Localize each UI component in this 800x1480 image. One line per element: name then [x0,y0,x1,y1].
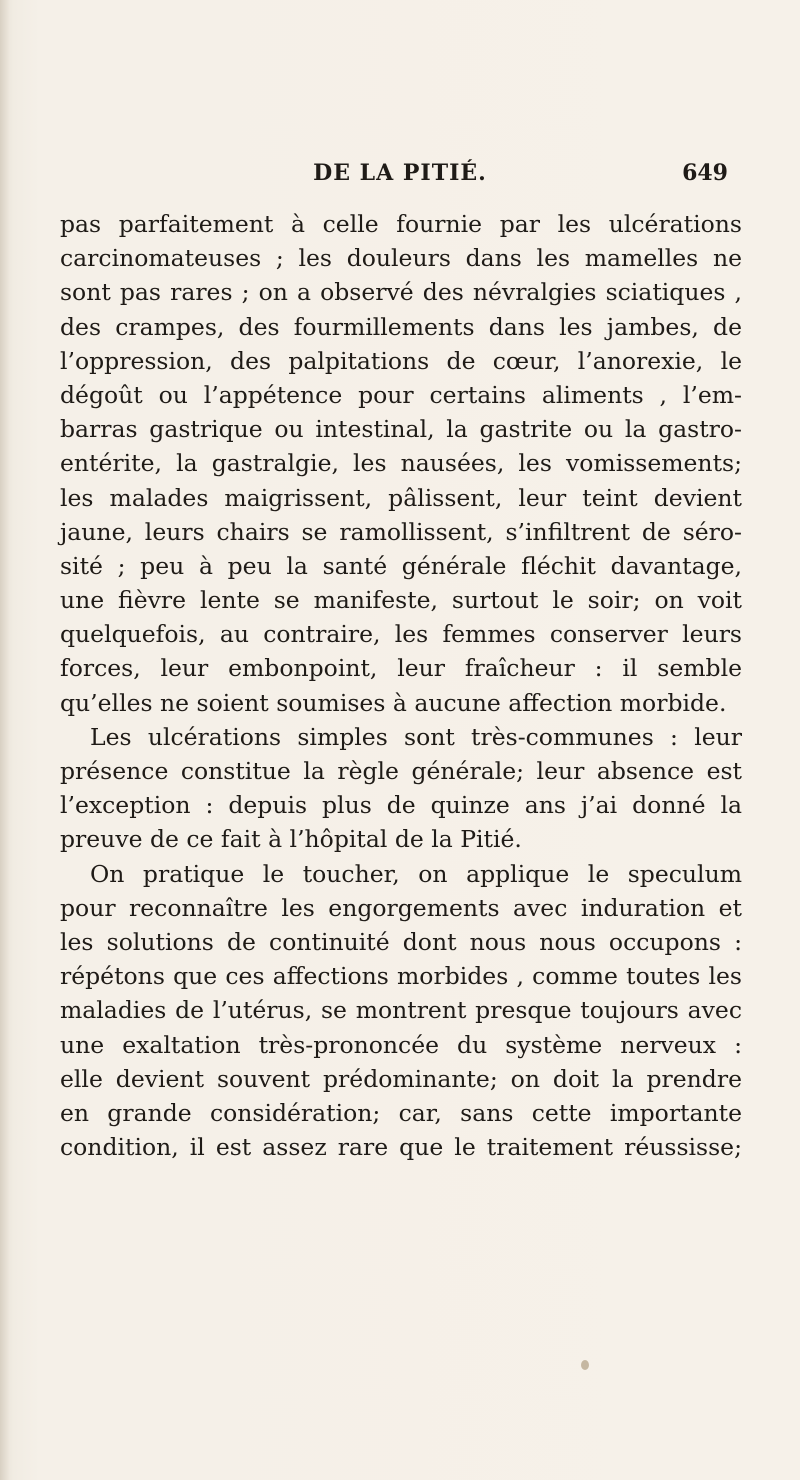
text-line: répétons que ces affections morbides , comme toutes les [60,962,742,991]
text-line: preuve de ce fait à l’hôpital de la Pitié. [60,825,522,854]
running-head [0,160,800,192]
text-line: maladies de l’utérus, se montrent presque toujours avec [60,996,742,1025]
page-number: 649 [682,160,728,186]
text-line: dégoût ou l’appétence pour certains aliments , l’em- [60,380,742,409]
text-line: pour reconnaître les engorgements avec induration et [60,893,742,922]
paragraph-3 [60,857,742,1165]
text-line: qu’elles ne soient soumises à aucune affection morbide. [60,688,727,717]
text-line: des crampes, des fourmillements dans les jambes, de [60,312,742,341]
text-line: les solutions de continuité dont nous nous occupons : [60,927,742,956]
text-line: entérite, la gastralgie, les nausées, les vomissements; [60,449,742,478]
text-line: présence constitue la règle générale; leur absence est [60,757,742,785]
running-title: DE LA PITIÉ. [313,160,487,186]
text-line: barras gastrique ou intestinal, la gastrite ou la gastro- [60,415,742,444]
text-line: sont pas rares ; on a observé des névralgies sciatiques , [60,278,742,307]
text-line: condition, il est assez rare que le traitement réussisse; [60,1133,742,1162]
text-line: pas parfaitement à celle fournie par les ulcérations [60,210,742,238]
text-line: en grande considération; car, sans cette importante [60,1098,742,1127]
body-text [60,207,742,1164]
text-line: une fièvre lente se manifeste, surtout le soir; on voit [60,586,742,615]
text-line: l’oppression, des palpitations de cœur, l’anorexie, le [60,346,742,375]
text-line: quelquefois, au contraire, les femmes conserver leurs [60,620,742,649]
text-line: sité ; peu à peu la santé générale fléchit davantage, [60,551,742,580]
text-line: Les ulcérations simples sont très-communes : leur [90,722,742,751]
paragraph-1 [60,207,742,720]
text-line: elle devient souvent prédominante; on doit la prendre [60,1064,742,1093]
page-spine-edge [0,0,10,1480]
text-line: jaune, leurs chairs se ramollissent, s’infiltrent de séro- [60,517,742,546]
text-line: carcinomateuses ; les douleurs dans les mamelles ne [60,244,742,273]
text-line: On pratique le toucher, on applique le speculum [90,859,742,888]
text-line: l’exception : depuis plus de quinze ans j’ai donné la [60,791,742,820]
text-line: forces, leur embonpoint, leur fraîcheur : il semble [60,654,742,683]
text-line: une exaltation très-prononcée du système nerveux : [60,1030,742,1059]
paragraph-2 [60,720,742,857]
text-line: les malades maigrissent, pâlissent, leur teint devient [60,483,742,512]
ink-blot [581,1360,589,1370]
